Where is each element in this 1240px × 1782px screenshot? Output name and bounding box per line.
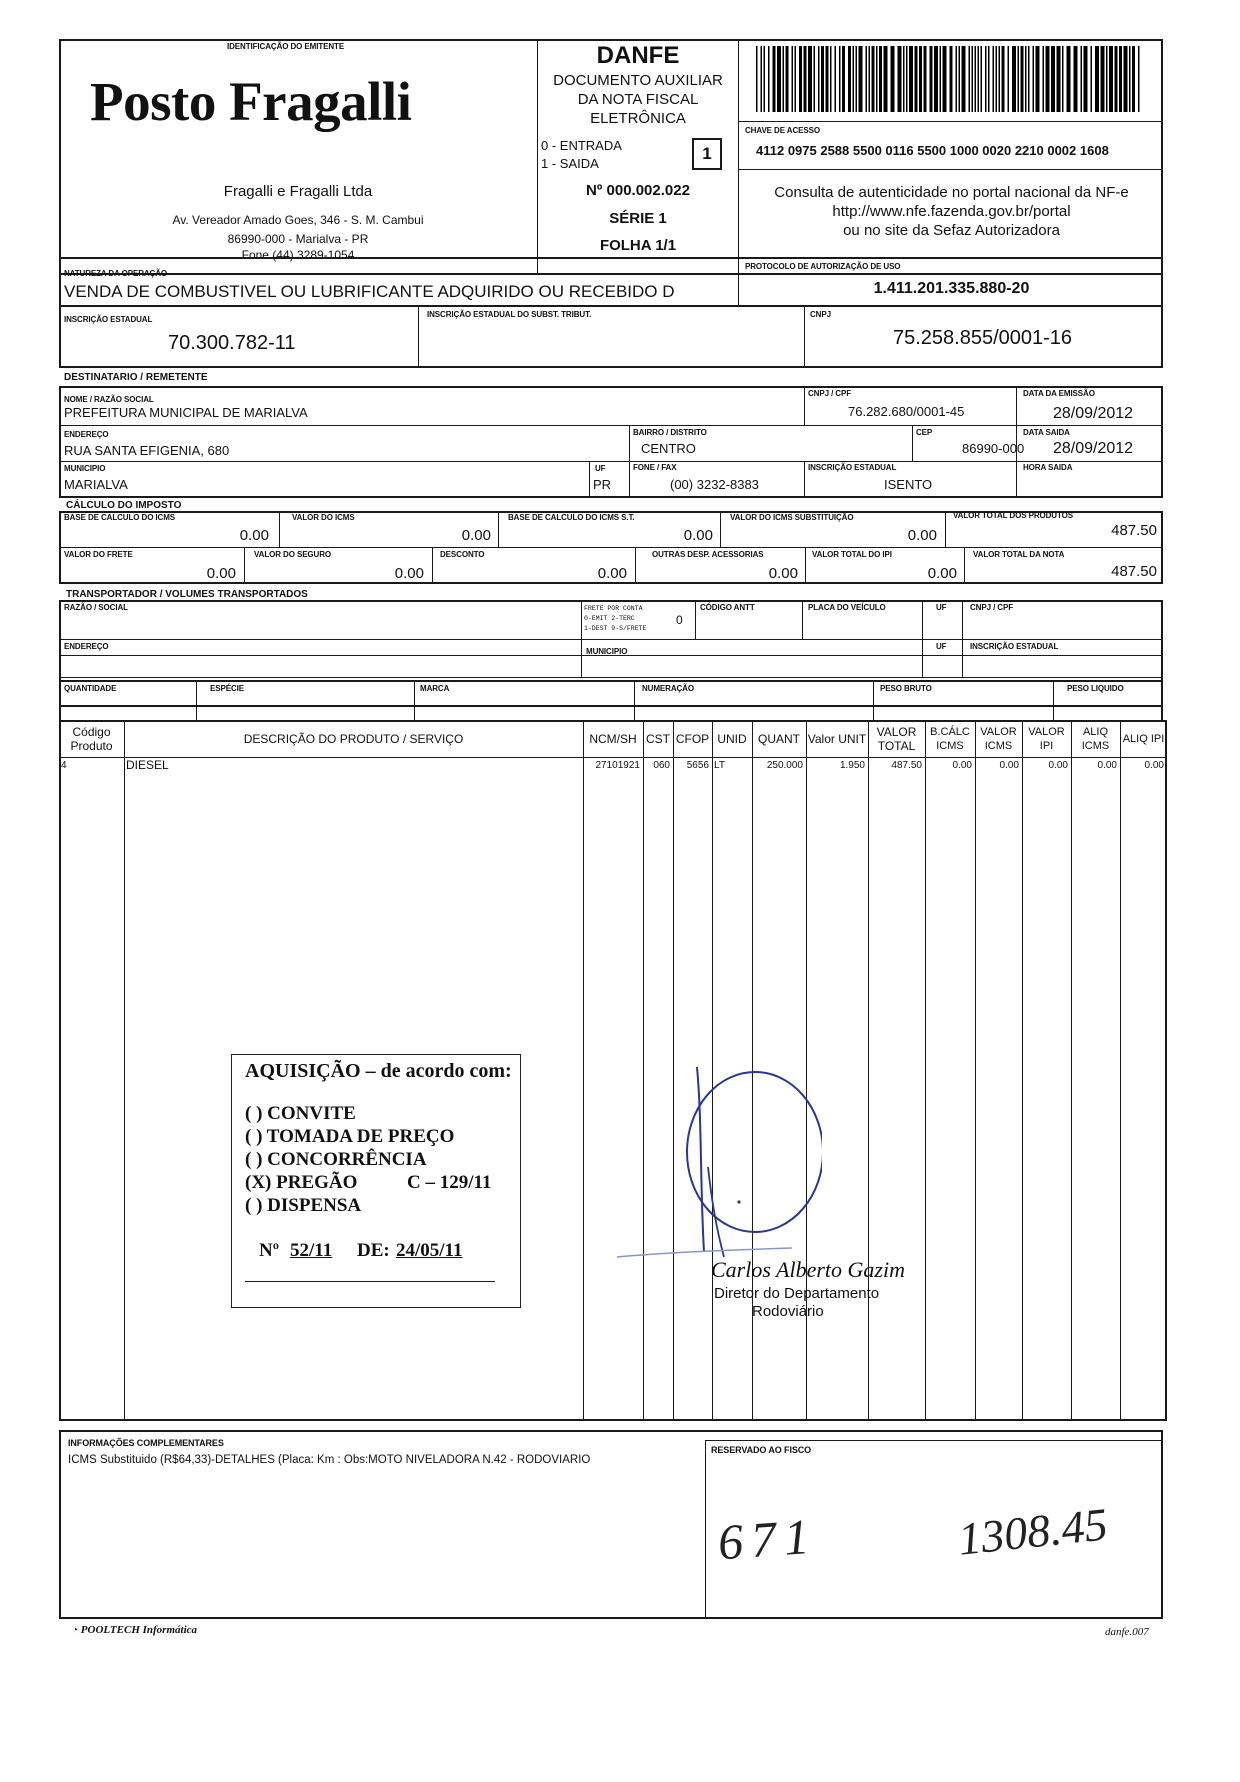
barcode-bar [996,46,998,112]
header-cfop: CFOP [675,732,710,746]
stamp-line-1: ( ) CONVITE [245,1103,356,1124]
danfe-title: DANFE [596,42,680,69]
barcode-bar [969,46,971,112]
base-icms-label: BASE DE CALCULO DO ICMS [64,513,176,522]
barcode-bar [1008,46,1010,112]
cell-valor-ipi: 0.00 [1048,760,1068,771]
dest-uf-label: UF [595,464,606,473]
barcode-bar [761,46,763,112]
column-divider [1022,720,1023,1421]
dest-bairro: CENTRO [641,441,696,456]
stamp-line-4-ref: C – 129/11 [407,1172,492,1193]
cell-unid: LT [714,760,725,771]
divider [738,39,739,275]
emitente-fone: Fone (44) 3289-1054 [241,248,355,262]
danfe-folha: FOLHA 1/1 [599,237,677,254]
barcode-bar [1132,46,1135,112]
barcode-bar [1084,46,1088,112]
barcode-bar [783,46,785,112]
barcode-bar [1109,46,1113,112]
valor-icms-value: 0.00 [461,527,491,544]
cell-valor-unit: 1.950 [839,760,865,771]
barcode-bar [956,46,958,112]
barcode-bar [818,46,820,112]
barcode-bar [988,46,990,112]
footer-right-text: danfe.007 [1105,1626,1149,1638]
frete-value: 0.00 [206,565,236,582]
barcode-bar [1033,46,1035,112]
ipi-label: VALOR TOTAL DO IPI [812,550,892,559]
stamp-numero: 52/11 [290,1240,333,1261]
header-codigo: Código Produto [70,725,113,753]
chave-label: CHAVE DE ACESSO [745,126,820,135]
barcode-bar [853,46,855,112]
base-icms-value: 0.00 [239,527,269,544]
transp-municipio-label: MUNICIPIO [586,647,628,656]
cell-valor-total: 487.50 [891,760,922,771]
barcode-bar [1115,46,1118,112]
cell-aliq-ipi: 0.00 [1144,760,1164,771]
barcode-bar [1036,46,1040,112]
frete-label: VALOR DO FRETE [64,550,133,559]
barcode-bar [839,46,841,112]
consulta-line-3: ou no site da Sefaz Autorizadora [843,222,1060,239]
barcode-bar [879,46,882,112]
dest-hora-label: HORA SAIDA [1023,463,1073,472]
peso-liquido-label: PESO LIQUIDO [1067,684,1124,693]
barcode-bar [808,46,812,112]
base-st-value: 0.00 [683,527,713,544]
emitente-endereco: Av. Vereador Amado Goes, 346 - S. M. Cambui [172,213,424,227]
cell-valor-icms: 0.00 [999,760,1019,771]
barcode-bar [1095,46,1099,112]
antt-label: CÓDIGO ANTT [700,603,755,612]
barcode-bar [1101,46,1105,112]
divider [1053,680,1054,722]
barcode-bar [1091,46,1093,112]
stamp-numero-label: Nº [259,1240,279,1261]
barcode-bar [950,46,953,112]
barcode-bar [1138,46,1140,112]
stamp-line-4: (X) PREGÃO [245,1172,358,1193]
emitente-cnpj-label: CNPJ [810,310,831,319]
emitente-section-label: IDENTIFICAÇÃO DO EMITENTE [227,42,345,51]
divider [705,1440,1163,1441]
consulta-line-2: http://www.nfe.fazenda.gov.br/portal [832,203,1071,220]
signature-scribble [612,1052,822,1262]
transp-endereco-label: ENDEREÇO [64,642,109,651]
chave-value: 4112 0975 2588 5500 0116 5500 1000 0020 2210 0002 1608 [756,143,1109,158]
dest-saida-label: DATA SAIDA [1023,428,1070,437]
marca-label: MARCA [420,684,450,693]
column-divider [975,720,976,1421]
barcode-bar [906,46,908,112]
signature-role-2: Rodoviário [752,1303,824,1320]
frete-conta-line-3: 1-DEST 9-S/FRETE [584,625,647,632]
dest-endereco: RUA SANTA EFIGENIA, 680 [64,443,230,458]
barcode-bar [768,46,770,112]
barcode-bar [1074,46,1078,112]
emitente-razao-social: Fragalli e Fragalli Ltda [223,183,373,200]
column-divider [868,720,869,1421]
dest-emissao: 28/09/2012 [1053,405,1134,422]
especie-label: ESPÉCIE [210,684,244,693]
divider [59,461,1163,462]
column-divider [1071,720,1072,1421]
header-aliq-icms: ALIQ ICMS [1081,726,1110,752]
ie-value: 70.300.782-11 [168,332,296,354]
outras-value: 0.00 [768,565,798,582]
barcode-bar [909,46,913,112]
placa-label: PLACA DO VEÍCULO [808,603,886,612]
divider [873,680,874,722]
transp-cnpj-label: CNPJ / CPF [970,603,1014,612]
barcode-bar [826,46,829,112]
valor-st-value: 0.00 [907,527,937,544]
divider [589,461,590,498]
danfe-serie: SÉRIE 1 [609,210,667,227]
emitente-cnpj-value: 75.258.855/0001-16 [893,327,1073,349]
barcode-bar [786,46,789,112]
barcode-bar [940,46,942,112]
header-unid: UNID [717,732,747,746]
protocolo-label: PROTOCOLO DE AUTORIZAÇÃO DE USO [745,262,901,271]
divider [629,461,630,498]
natureza-label: NATUREZA DA OPERAÇÃO [64,269,168,278]
divider [738,121,1163,122]
barcode-bar [903,46,905,112]
divider [244,547,245,584]
barcode-bar [981,46,983,112]
stamp-title: AQUISIÇÃO – de acordo com: [245,1060,512,1082]
handwritten-total: 1308.45 [955,1498,1110,1565]
divider [279,511,280,547]
divider [498,511,499,547]
transp-ie-label: INSCRIÇÃO ESTADUAL [970,642,1059,651]
divider [635,547,636,584]
consulta-line-1: Consulta de autenticidade no portal nacional da NF-e [774,184,1129,201]
danfe-subtitle-2: DA NOTA FISCAL [577,91,699,108]
divider [912,425,913,461]
header-valor-ipi: VALOR IPI [1028,726,1065,752]
divider [537,39,538,275]
divider [738,257,739,307]
divider [922,600,923,677]
total-prod-value: 487.50 [1111,522,1157,539]
barcode-bar [962,46,966,112]
header-ncm: NCM/SH [589,732,637,746]
divider [581,600,582,677]
transportador-section: TRANSPORTADOR / VOLUMES TRANSPORTADOS [66,589,308,600]
ipi-value: 0.00 [927,565,957,582]
barcode-bar [884,46,888,112]
emitente-cep-cidade: 86990-000 - Marialva - PR [227,232,369,246]
stamp-line-2: ( ) TOMADA DE PREÇO [245,1126,455,1147]
natureza-value: VENDA DE COMBUSTIVEL OU LUBRIFICANTE ADQUIRIDO OU RECEBIDO D [64,282,675,301]
barcode-bar [830,46,832,112]
frete-conta-line-1: FRETE POR CONTA [584,605,643,612]
barcode-bar [792,46,794,112]
header-quant: QUANT [758,732,800,746]
cell-ncm: 27101921 [595,760,640,771]
signature-role-1: Diretor do Departamento [714,1285,880,1302]
dest-ie: ISENTO [884,477,933,492]
barcode-bar [795,46,797,112]
barcode-bar [835,46,837,112]
protocolo-value: 1.411.201.335.880-20 [873,280,1030,297]
dest-uf: PR [593,477,612,492]
footer-left-text: POOLTECH Informática [80,1624,198,1636]
cell-cfop: 5656 [686,760,709,771]
barcode-bar [898,46,902,112]
dest-cep-label: CEP [916,428,933,437]
barcode-bar [1057,46,1061,112]
barcode-bar [978,46,980,112]
barcode-bar [1062,46,1064,112]
barcode-bar [1043,46,1045,112]
barcode-bar [1025,46,1027,112]
destinatario-section: DESTINATARIO / REMETENTE [64,372,208,383]
barcode-bar [1119,46,1122,112]
barcode-bar [814,46,816,112]
imposto-section: CÁLCULO DO IMPOSTO [66,500,182,511]
barcode-bar [872,46,875,112]
barcode-bar [1021,46,1024,112]
danfe-numero: Nº 000.002.022 [586,182,690,199]
dest-cnpj-label: CNPJ / CPF [808,389,852,398]
base-st-label: BASE DE CALCULO DO ICMS S.T. [508,513,635,522]
header-bc-icms: B.CÁLC ICMS [930,726,970,752]
dest-municipio: MARIALVA [64,477,128,492]
barcode-bar [1002,46,1005,112]
company-logo: Posto Fragalli [90,71,412,132]
barcode-bar [876,46,878,112]
barcode-graphic [756,46,1140,112]
cell-cst: 060 [653,760,670,771]
barcode-bar [993,46,995,112]
barcode-bar [856,46,858,112]
divider [720,511,721,547]
header-valor-icms: VALOR ICMS [980,726,1017,752]
barcode-bar [756,46,758,112]
divider [802,600,803,639]
info-label: INFORMAÇÕES COMPLEMENTARES [68,1438,224,1448]
dest-ie-label: INSCRIÇÃO ESTADUAL [808,463,897,472]
cell-aliq-icms: 0.00 [1097,760,1117,771]
divider [705,1440,706,1619]
dest-cnpj: 76.282.680/0001-45 [848,404,965,419]
frete-conta-line-2: 0-EMIT 2-TERC [584,615,635,622]
barcode-bar [1124,46,1128,112]
header-valor-total: VALOR TOTAL [876,725,917,753]
barcode-bar [930,46,933,112]
divider [432,547,433,584]
header-cst: CST [646,732,670,746]
fisco-label: RESERVADO AO FISCO [711,1445,812,1455]
valor-st-label: VALOR DO ICMS SUBSTITUIÇÃO [730,513,854,522]
cell-bc-icms: 0.00 [952,760,972,771]
barcode-bar [999,46,1001,112]
divider [196,680,197,722]
signature-graphic [612,1052,822,1262]
divider [414,680,415,722]
barcode-bar [842,46,845,112]
barcode-bar [919,46,922,112]
barcode-bar [1051,46,1055,112]
dest-fone-label: FONE / FAX [633,463,677,472]
peso-bruto-label: PESO BRUTO [880,684,932,693]
barcode-bar [1129,46,1131,112]
header-aliq-ipi: ALIQ IPI [1122,733,1165,745]
barcode-bar [866,46,868,112]
dest-nome-label: NOME / RAZÃO SOCIAL [64,395,154,404]
ie-label: INSCRIÇÃO ESTADUAL [64,315,153,324]
divider [804,305,805,368]
header-valor-unit: Valor UNIT [807,732,867,746]
signature-name: Carlos Alberto Gazim [711,1257,905,1282]
barcode-bar [821,46,824,112]
total-prod-label: VALOR TOTAL DOS PRODUTOS [953,511,1073,520]
danfe-subtitle-1: DOCUMENTO AUXILIAR [553,72,723,89]
wifi-icon: ◔ [72,1625,79,1636]
ie-subst-label: INSCRIÇÃO ESTADUAL DO SUBST. TRIBUT. [427,310,592,319]
dest-bairro-label: BAIRRO / DISTRITO [633,428,707,437]
aquisicao-stamp [231,1054,521,1308]
barcode-bar [891,46,895,112]
column-divider [1120,720,1121,1421]
divider [804,461,805,498]
barcode-bar [804,46,807,112]
barcode-bar [859,46,863,112]
divider [804,386,805,425]
stamp-data: 24/05/11 [396,1240,463,1261]
transp-uf2-label: UF [936,642,947,651]
cell-quant: 250.000 [766,760,803,771]
barcode-bar [915,46,918,112]
barcode-bar [1012,46,1016,112]
barcode-bar [1106,46,1108,112]
danfe-tipo-box: 1 [692,138,722,170]
dest-cep: 86990-000 [962,441,1025,456]
dest-saida: 28/09/2012 [1053,440,1134,457]
dest-nome: PREFEITURA MUNICIPAL DE MARIALVA [64,405,308,420]
barcode-bar [1018,46,1020,112]
barcode-bar [777,46,781,112]
barcode-bar [943,46,947,112]
divider [805,547,806,584]
transp-razao-label: RAZÃO / SOCIAL [64,603,128,612]
barcode-bar [934,46,938,112]
cell-descricao: DIESEL [126,758,169,772]
divider [945,511,946,547]
column-divider [124,720,125,1421]
divider [418,305,419,368]
total-nota-value: 487.50 [1111,563,1157,580]
barcode-bar [924,46,927,112]
divider [59,677,1163,678]
divider [59,547,1163,548]
outras-label: OUTRAS DESP. ACESSORIAS [652,550,764,559]
desconto-label: DESCONTO [440,550,485,559]
seguro-value: 0.00 [394,565,424,582]
divider [59,639,1163,640]
dest-emissao-label: DATA DA EMISSÃO [1023,389,1095,398]
danfe-saida: 1 - SAIDA [541,156,599,171]
barcode-bar [1028,46,1030,112]
divider [695,600,696,639]
barcode-bar [959,46,961,112]
barcode-bar [1081,46,1083,112]
barcode-bar [773,46,776,112]
divider [59,425,1163,426]
transp-uf-label: UF [936,603,947,612]
dest-endereco-label: ENDEREÇO [64,430,109,439]
danfe-subtitle-3: ELETRÔNICA [590,110,686,127]
total-nota-label: VALOR TOTAL DA NOTA [973,550,1065,559]
divider [964,547,965,584]
barcode-bar [1067,46,1071,112]
info-text: ICMS Substituido (R$64,33)-DETALHES (Placa: Km : Obs:MOTO NIVELADORA N.42 - RODOVIARIO [68,1454,591,1466]
handwritten-671: 671 [716,1507,819,1571]
quantidade-label: QUANTIDADE [64,684,117,693]
desconto-value: 0.00 [597,565,627,582]
footer-brand [72,1624,197,1636]
barcode-bar [985,46,987,112]
column-divider [925,720,926,1421]
divider [962,600,963,677]
dest-municipio-label: MUNICIPIO [64,464,106,473]
barcode [756,46,1140,112]
barcode-bar [972,46,974,112]
danfe-entrada: 0 - ENTRADA [541,138,622,153]
stamp-de-label: DE: [357,1240,390,1261]
frete-conta-value: 0 [676,613,683,627]
header-descricao: DESCRIÇÃO DO PRODUTO / SERVIÇO [243,732,464,746]
stamp-line-3: ( ) CONCORRÊNCIA [245,1149,427,1170]
divider [629,425,630,461]
barcode-bar [869,46,871,112]
column-divider [583,720,584,1421]
valor-icms-label: VALOR DO ICMS [292,513,355,522]
stamp-line-5: ( ) DISPENSA [245,1195,362,1216]
cell-codigo: 4 [61,760,67,771]
barcode-bar [764,46,766,112]
numeracao-label: NUMERAÇÃO [642,684,694,693]
dest-fone: (00) 3232-8383 [670,477,759,492]
barcode-bar [848,46,851,112]
barcode-bar [799,46,802,112]
seguro-label: VALOR DO SEGURO [254,550,332,559]
barcode-bar [1046,46,1050,112]
stamp-underline [245,1281,495,1282]
barcode-bar [975,46,977,112]
divider [634,680,635,722]
divider [738,169,1163,170]
